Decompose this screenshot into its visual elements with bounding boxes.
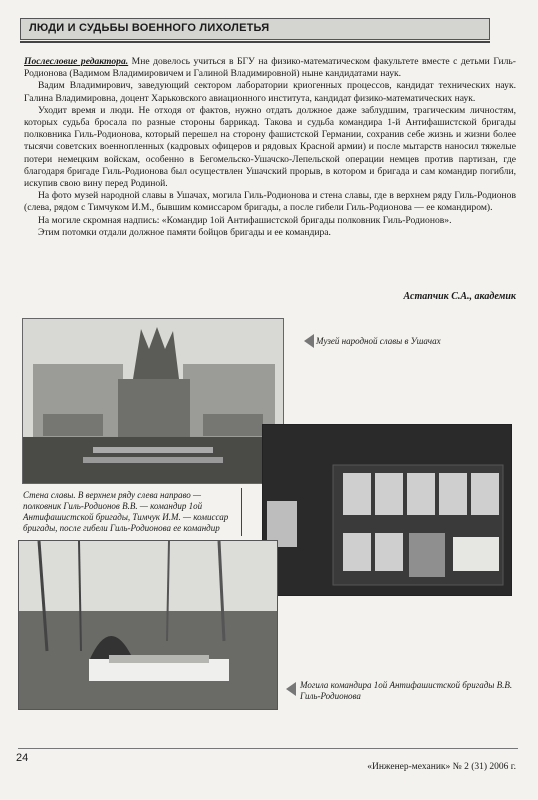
grave-photo: [18, 540, 278, 710]
section-header: [20, 18, 490, 40]
page-number: 24: [16, 752, 29, 764]
paragraph-2: Вадим Владимирович, заведующий сектором лаборатории криогенных процессов, кандидат технических наук. Галина Владимировна, доцент Харьковского авиационного института, кандидат физико-математических наук.: [24, 80, 516, 104]
paragraph-3: Уходит время и люди. Не отходя от фактов, нужно отдать должное даже заблудшим, трагическим личностям, которых судьба бросала по разные стороны баррикад. Такова и судьба командира 1-й Антифашистской бригады полковника Гиль-Родионова, который перешел на сторону фашистской Германии, сохранив себе жизнь и жизни более тысячи советских военнопленных (кадровых офицеров и рядовых Красной армии) и после мытарств наносил тяжелые потери немецким войскам, особенно в Бегомельско-Ушачско-Лепельской операции немцев против партизан, где благодаря бригаде Гиль-Родионова был осуществлен Ушачский прорыв, в котором и бригада и сам командир погибли, искупив свою вину перед Родиной.: [24, 104, 516, 190]
editor-note-lead: Послесловие редактора.: [24, 56, 129, 67]
header-rule: [20, 41, 490, 43]
paragraph-1: [24, 56, 516, 80]
article-body: [24, 56, 516, 239]
grave-illustration: [19, 541, 278, 710]
paragraph-6: Этим потомки отдали должное памяти бойцов бригады и ее командира.: [38, 226, 331, 238]
paragraph-1-text: Мне довелось учиться в БГУ на физико-математическом факультете вместе с детьми Гиль-Родионова (Вадимом Владимировичем и Галиной Владимировной) ныне кандидатами наук.: [24, 56, 516, 80]
museum-caption: Музей народной славы в Ушачах: [316, 336, 506, 347]
wall-of-glory-photo: [262, 424, 512, 596]
wall-illustration: [263, 425, 512, 596]
paragraph-5: На могиле скромная надпись: «Командир 1ой Антифашистской бригады полковник Гиль-Родионов».: [38, 214, 452, 226]
museum-illustration: [23, 319, 284, 484]
footer-rule: [18, 748, 518, 749]
museum-photo: [22, 318, 284, 484]
grave-caption: Могила командира 1ой Антифашистской бригады В.В. Гиль-Родионова: [300, 680, 520, 702]
museum-caption-arrow: [304, 334, 314, 348]
paragraph-4: На фото музей народной славы в Ушачах, могила Гиль-Родионова и стена славы, где в верхнем ряду Гиль-Родионов (слева, рядом с Тимчуком И.М., бывшим комиссаром бригады, а после гибели Гиль-Родионова — ее командиром).: [24, 190, 516, 214]
section-title: ЛЮДИ И СУДЬБЫ ВОЕННОГО ЛИХОЛЕТЬЯ: [29, 22, 270, 34]
grave-caption-arrow: [286, 682, 296, 696]
author-signature: Астапчик С.А., академик: [403, 291, 516, 302]
wall-caption: Стена славы. В верхнем ряду слева направо — полковник Гиль-Родионов В.В. — командир 1ой Антифашистской бригады, Тимчук И.М. — комиссар бригады, после гибели Гиль-Родионова ее командир: [20, 488, 242, 536]
journal-citation: «Инженер-механик» № 2 (31) 2006 г.: [367, 762, 516, 772]
